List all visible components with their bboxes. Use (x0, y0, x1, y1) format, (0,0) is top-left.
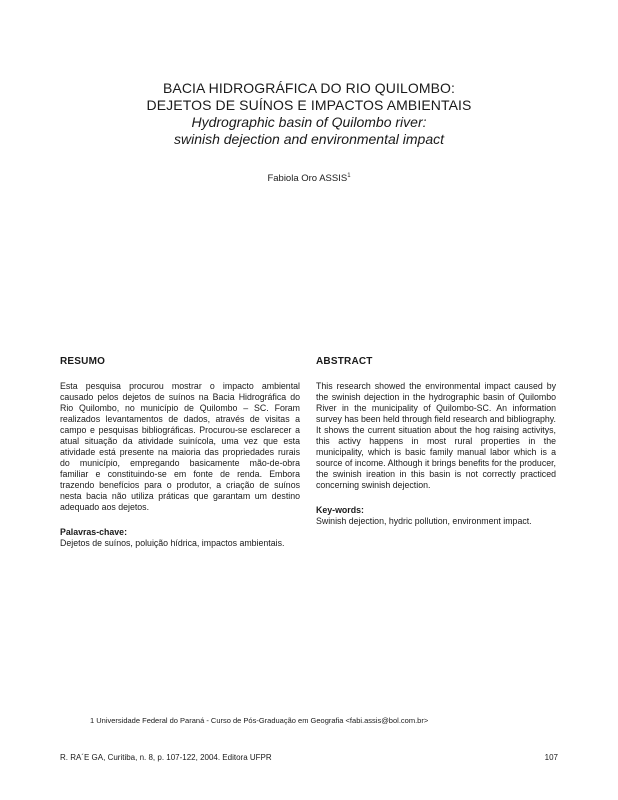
author-name: Fabiola Oro ASSIS (267, 173, 348, 185)
resumo-column (60, 356, 300, 549)
title-block (60, 80, 558, 148)
title-pt-line2: DEJETOS DE SUÍNOS E IMPACTOS AMBIENTAIS (146, 97, 472, 113)
resumo-heading: RESUMO (60, 356, 106, 367)
author-footnote-mark: 1 (347, 173, 351, 179)
abstract-keywords: Swinish dejection, hydric pollution, environment impact. (316, 516, 532, 526)
page-number: 107 (544, 753, 558, 762)
footnote: 1 Universidade Federal do Paraná - Curso de Pós-Graduação em Geografia <fabi.assis@bol.com.br> (90, 716, 429, 725)
title-en-line2: swinish dejection and environmental impact (173, 131, 445, 147)
resumo-keywords-label: Palavras-chave: (60, 527, 127, 537)
author-line (60, 173, 558, 184)
title-en-line1: Hydrographic basin of Quilombo river: (191, 114, 427, 130)
footer-citation: R. RA´E GA, Curitiba, n. 8, p. 107-122, 2004. Editora UFPR (60, 753, 272, 762)
abstract-body: This research showed the environmental impact caused by the swinish dejection in the hydrographic basin of Quilombo River in the municipality of Quilombo-SC. An information survey has been held through field research and bibliography. It shows the current situation about the hog raising activitys, this activy happens in most rural properties in the municipality, which is basic family manual labor which is a source of income. Although it brings benefits for the producer, the swinish ireation in this basin is not correctly practiced concerning swinish dejection. (316, 381, 556, 490)
resumo-body: Esta pesquisa procurou mostrar o impacto ambiental causado pelos dejetos de suínos na Bacia Hidrográfica do Rio Quilombo, no município de Quilombo – SC. Foram realizados levantamentos de dados, através de visitas a campo e pesquisas bibliográficas. Procurou-se esclarecer a atual situação da atividade suinícola, uma vez que esta atividade está presente na maioria das propriedades rurais do município, empregando basicamente mão-de-obra familiar e constituindo-se em fonte de renda. Embora trazendo benefícios para o produtor, a criação de suínos nesta bacia não utiliza práticas que garantam um destino adequado aos dejetos. (60, 381, 300, 512)
resumo-keywords: Dejetos de suínos, poluição hídrica, impactos ambientais. (60, 538, 285, 548)
title-pt-line1: BACIA HIDROGRÁFICA DO RIO QUILOMBO: (162, 80, 456, 96)
abstract-keywords-label: Key-words: (316, 505, 364, 515)
abstract-heading: ABSTRACT (316, 356, 373, 367)
abstract-column (316, 356, 556, 527)
